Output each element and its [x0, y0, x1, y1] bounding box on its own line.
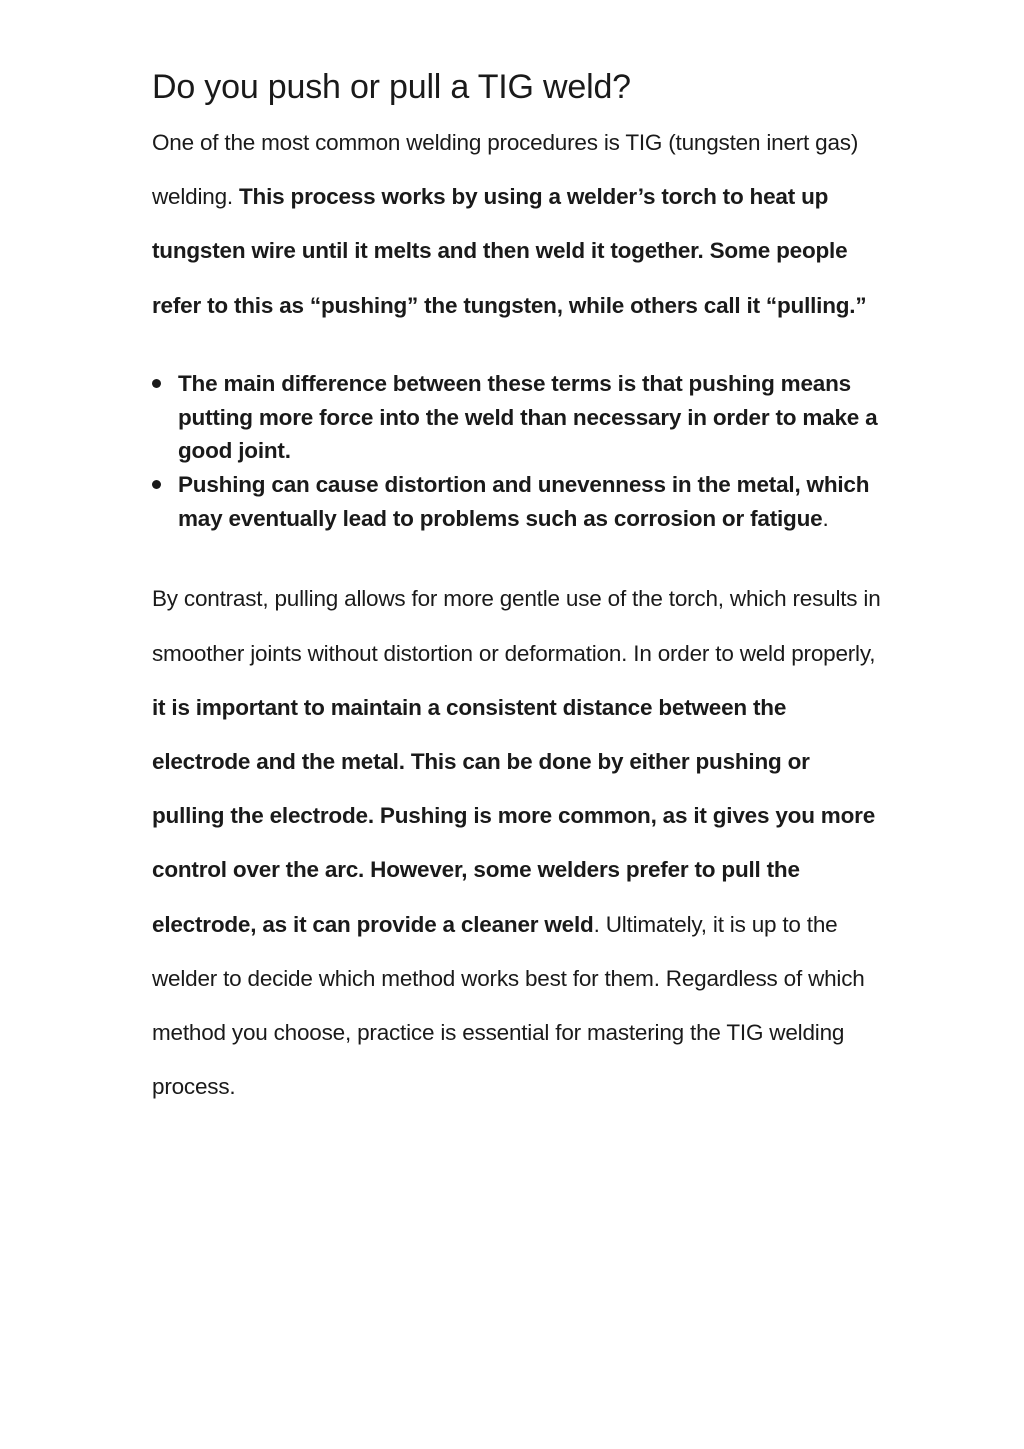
intro-text: One of the most common welding procedures is TIG (tungsten inert gas) welding. [152, 130, 859, 210]
body-paragraph [152, 572, 887, 1114]
page-title: Do you push or pull a TIG weld? [152, 68, 631, 106]
body-bold-text: it is important to maintain a consistent distance between the electrode and the metal. This can be done by either pushing or pulling the electrode. Pushing is more common, as it gives you more control over the arc. However, some welders prefer to pull the electrode, as it can provide a cleaner weld [152, 694, 876, 937]
intro-paragraph [152, 116, 887, 333]
article [152, 62, 887, 1114]
list-item [152, 367, 887, 468]
body-text: By contrast, pulling allows for more gentle use of the torch, which results in smoother joints without distortion or deformation. In order to weld properly, [152, 586, 881, 666]
bullet-list [152, 367, 887, 536]
list-item-bold-text: Pushing can cause distortion and unevenness in the metal, which may eventually lead to problems such as corrosion or fatigue [178, 471, 870, 531]
intro-bold-text: This process works by using a welder’s torch to heat up tungsten wire until it melts and then weld it together. Some people refer to this as “pushing” the tungsten, while others call it “pulling.” [152, 184, 867, 318]
bullet-icon [152, 379, 161, 388]
list-item-bold-text: The main difference between these terms is that pushing means putting more force into the weld than necessary in order to make a good joint. [178, 370, 878, 464]
list-item-text: . [822, 505, 829, 531]
bullet-icon [152, 480, 161, 489]
list-item [152, 468, 887, 535]
body-text-end: . Ultimately, it is up to the welder to decide which method works best for them. Regardless of which method you choose, practice is essential for mastering the TIG welding process. [152, 911, 865, 1100]
